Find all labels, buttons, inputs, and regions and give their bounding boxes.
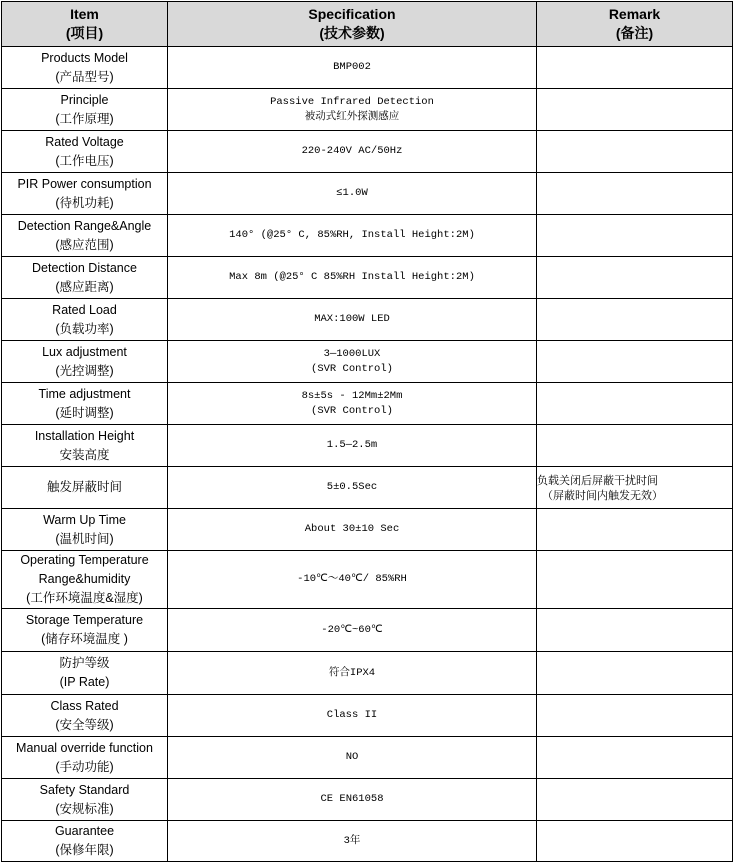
item-cell-line: Products Model [41, 50, 128, 65]
remark-cell [537, 173, 733, 215]
spec-cell [168, 131, 537, 173]
item-cell [2, 779, 168, 821]
remark-cell [537, 257, 733, 299]
remark-cell [537, 89, 733, 131]
remark-cell [537, 509, 733, 551]
item-cell-line: (温机时间) [55, 531, 114, 546]
table-row [2, 551, 733, 609]
remark-cell [537, 341, 733, 383]
item-cell-line: Operating Temperature [20, 553, 149, 567]
spec-cell-line: 1.5—2.5m [326, 439, 378, 451]
table-row [2, 215, 733, 257]
item-cell-line: Time adjustment [38, 386, 131, 401]
item-cell [2, 341, 168, 383]
header-spec-cn: (技术参数) [319, 25, 385, 41]
item-cell-line: Safety Standard [39, 782, 130, 797]
item-cell [2, 299, 168, 341]
spec-cell [168, 47, 537, 89]
remark-cell [537, 215, 733, 257]
item-cell [2, 173, 168, 215]
item-cell [2, 215, 168, 257]
item-cell-line: (负载功率) [55, 321, 114, 336]
table-row [2, 425, 733, 467]
item-cell-line: Rated Load [52, 302, 117, 317]
item-cell [2, 467, 168, 509]
item-cell-line: (产品型号) [55, 69, 114, 84]
item-cell-line: (工作原理) [55, 111, 114, 126]
item-cell-line: (感应范围) [55, 237, 114, 252]
spec-cell [168, 215, 537, 257]
item-cell-line: Detection Distance [32, 260, 137, 275]
spec-cell [168, 509, 537, 551]
item-cell-line: (工作电压) [55, 153, 114, 168]
remark-cell [537, 609, 733, 652]
item-cell [2, 383, 168, 425]
item-cell-line: (光控调整) [55, 363, 114, 378]
header-item [2, 2, 168, 47]
spec-cell-line: NO [345, 751, 359, 763]
spec-cell-line: (SVR Control) [311, 404, 393, 417]
header-item-en: Item [70, 6, 99, 22]
spec-cell [168, 257, 537, 299]
item-cell-line: Installation Height [34, 428, 135, 443]
item-cell [2, 737, 168, 779]
table-row [2, 509, 733, 551]
header-spec-en: Specification [308, 6, 396, 22]
item-cell [2, 695, 168, 737]
remark-cell [537, 821, 733, 862]
spec-cell-line: 符合IPX4 [328, 666, 376, 679]
item-cell-line: (保修年限) [55, 843, 114, 857]
spec-cell [168, 383, 537, 425]
spec-cell [168, 551, 537, 609]
item-cell [2, 89, 168, 131]
item-cell-line: Detection Range&Angle [17, 218, 152, 233]
remark-cell [537, 551, 733, 609]
spec-cell-line: 8s±5s - 12Mm±2Mm [301, 389, 403, 402]
item-cell-line: Storage Temperature [25, 613, 144, 627]
item-cell-line: (安规标准) [55, 801, 114, 816]
item-cell-line: (感应距离) [55, 279, 114, 294]
item-cell-line: (待机功耗) [55, 195, 114, 210]
item-cell-line: Guarantee [54, 824, 115, 838]
spec-cell [168, 609, 537, 652]
spec-cell [168, 821, 537, 862]
remark-cell [537, 695, 733, 737]
spec-cell [168, 89, 537, 131]
spec-cell [168, 652, 537, 695]
item-cell-line: PIR Power consumption [17, 176, 152, 191]
item-cell-line: (安全等级) [55, 717, 114, 732]
remark-cell [537, 467, 733, 509]
table-row [2, 257, 733, 299]
table-row [2, 821, 733, 862]
spec-cell-line: 3—1000LUX [323, 347, 381, 360]
item-cell-line: (IP Rate) [59, 675, 110, 689]
remark-cell [537, 425, 733, 467]
item-cell-line: Rated Voltage [45, 134, 124, 149]
header-item-cn: (项目) [65, 25, 104, 41]
specification-table [1, 1, 733, 862]
table-row [2, 383, 733, 425]
spec-cell-line: ≤1.0W [336, 187, 368, 199]
table-row [2, 173, 733, 215]
spec-cell-line: Max 8m (@25° C 85%RH Install Height:2M) [229, 271, 475, 283]
table-row [2, 299, 733, 341]
item-cell-line: 触发屏蔽时间 [46, 480, 122, 494]
item-cell-line: Lux adjustment [42, 344, 127, 359]
table-row [2, 609, 733, 652]
spec-cell [168, 341, 537, 383]
spec-cell [168, 779, 537, 821]
item-cell-line: 安装高度 [59, 447, 110, 462]
spec-cell-line: 220-240V AC/50Hz [301, 145, 403, 157]
remark-cell [537, 737, 733, 779]
item-cell [2, 47, 168, 89]
item-cell-line: (手动功能) [55, 759, 114, 774]
remark-cell-line: 负载关闭后屏蔽干扰时间 [537, 473, 658, 487]
remark-cell [537, 47, 733, 89]
table-row [2, 341, 733, 383]
item-cell [2, 131, 168, 173]
item-cell-line: Principle [60, 92, 109, 107]
remark-cell [537, 779, 733, 821]
remark-cell [537, 299, 733, 341]
remark-cell-line: （屏蔽时间内触发无效） [542, 488, 663, 502]
spec-cell-line: (SVR Control) [311, 362, 393, 375]
table-row [2, 131, 733, 173]
item-cell [2, 509, 168, 551]
spec-cell-line: -10℃～40℃/ 85%RH [297, 573, 407, 585]
spec-cell [168, 173, 537, 215]
header-remark-en: Remark [608, 6, 661, 22]
table-row [2, 89, 733, 131]
item-cell [2, 652, 168, 695]
item-cell [2, 609, 168, 652]
item-cell-line: (储存环境温度 ) [41, 632, 128, 646]
spec-cell [168, 425, 537, 467]
table-row [2, 695, 733, 737]
spec-cell [168, 737, 537, 779]
item-cell-line: Manual override function [16, 740, 153, 755]
header-remark-cn: (备注) [615, 25, 654, 41]
remark-cell [537, 131, 733, 173]
item-cell [2, 551, 168, 609]
spec-cell-line: 140° (@25° C, 85%RH, Install Height:2M) [229, 229, 475, 241]
remark-cell [537, 652, 733, 695]
header-row [2, 2, 733, 47]
item-cell [2, 821, 168, 862]
item-cell-line: Range&humidity [38, 572, 131, 586]
item-cell [2, 257, 168, 299]
spec-cell-line: 被动式红外探测感应 [304, 110, 400, 123]
spec-cell [168, 299, 537, 341]
spec-cell-line: MAX:100W LED [314, 313, 390, 325]
spec-cell-line: -20℃~60℃ [321, 623, 383, 636]
table-row [2, 467, 733, 509]
remark-cell [537, 383, 733, 425]
item-cell-line: Class Rated [50, 698, 119, 713]
item-cell-line: (工作环境温度&湿度) [26, 591, 143, 605]
spec-cell-line: Passive Infrared Detection [270, 95, 434, 108]
header-spec [168, 2, 537, 47]
table-row [2, 47, 733, 89]
spec-cell [168, 467, 537, 509]
item-cell [2, 425, 168, 467]
spec-cell-line: 3年 [343, 834, 361, 847]
spec-cell-line: 5±0.5Sec [326, 481, 378, 493]
spec-cell [168, 695, 537, 737]
header-remark [537, 2, 733, 47]
spec-cell-line: CE EN61058 [320, 793, 384, 805]
table-row [2, 779, 733, 821]
spec-cell-line: BMP002 [333, 61, 371, 73]
item-cell-line: (延时调整) [55, 405, 114, 420]
spec-cell-line: Class II [326, 709, 378, 721]
item-cell-line: 防护等级 [59, 656, 110, 670]
item-cell-line: Warm Up Time [43, 512, 126, 527]
table-row [2, 737, 733, 779]
table-row [2, 652, 733, 695]
spec-cell-line: About 30±10 Sec [304, 523, 400, 535]
